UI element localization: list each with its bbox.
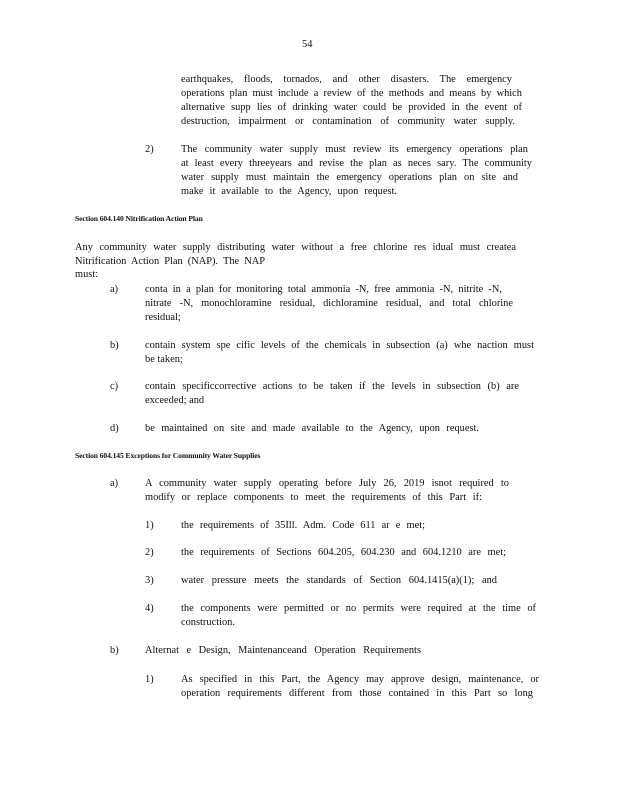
list-item-line: water supply must maintain the emergency operations plan on site and <box>181 172 518 183</box>
sublist-item-line: operation requirements different from those contained in this Part so long <box>181 688 533 699</box>
list-item-line: The community water supply must review its emergency operations plan <box>181 144 528 155</box>
sublist-item-line: the requirements of Sections 604.205, 604.230 and 604.1210 are met; <box>181 547 506 558</box>
list-item-line: be taken; <box>145 354 183 365</box>
list-item-line: exceeded; and <box>145 395 205 406</box>
sublist-item-line: water pressure meets the standards of Section 604.1415(a)(1); and <box>181 575 497 586</box>
list-label: c) <box>110 381 119 392</box>
sublist-label: 3) <box>145 575 154 586</box>
list-item-title: Alternat e Design, Maintenanceand Operation Requirements <box>145 645 421 656</box>
list-label: b) <box>110 645 119 656</box>
list-label: b) <box>110 340 119 351</box>
body-line: Any community water supply distributing water without a free chlorine res idual must createa <box>75 242 516 253</box>
body-line: Nitrification Action Plan (NAP). The NAP must: <box>75 256 265 280</box>
list-item-line: nitrate -N, monochloramine residual, dichloramine residual, and total chlorine <box>145 298 513 309</box>
sublist-item-line: construction. <box>181 617 235 628</box>
page-number: 54 <box>302 39 313 50</box>
list-label: 2) <box>145 144 154 155</box>
section-heading: Section 604.145 Exceptions for Community Water Supplies <box>75 451 261 460</box>
list-item-line: contain specificcorrective actions to be taken if the levels in subsection (b) are <box>145 381 519 392</box>
list-item-line: conta in a plan for monitoring total ammonia -N, free ammonia -N, nitrite -N, <box>145 284 502 295</box>
list-item-line: at least every threeyears and revise the plan as neces sary. The community <box>181 158 532 169</box>
para-line: destruction, impairment or contamination of community water supply. <box>181 116 515 127</box>
sublist-item-line: the requirements of 35Ill. Adm. Code 611 ar e met; <box>181 520 425 531</box>
list-label: d) <box>110 423 119 434</box>
list-item-line: be maintained on site and made available to the Agency, upon request. <box>145 423 479 434</box>
list-item-line: modify or replace components to meet the requirements of this Part if: <box>145 492 482 503</box>
para-line: earthquakes, floods, tornados, and other disasters. The emergency <box>181 74 512 85</box>
sublist-label: 1) <box>145 674 154 685</box>
list-item-line: contain system spe cific levels of the chemicals in subsection (a) whe naction must <box>145 340 534 351</box>
list-item-line: A community water supply operating before July 26, 2019 isnot required to <box>145 478 509 489</box>
list-label: a) <box>110 478 119 489</box>
sublist-label: 2) <box>145 547 154 558</box>
sublist-item-line: the components were permitted or no permits were required at the time of <box>181 603 536 614</box>
para-line: alternative supp lies of drinking water could be provided in the event of <box>181 102 522 113</box>
sublist-item-line: As specified in this Part, the Agency may approve design, maintenance, or <box>181 674 539 685</box>
list-item-line: residual; <box>145 312 181 323</box>
section-heading: Section 604.140 Nitrification Action Plan <box>75 214 203 223</box>
list-item-line: make it available to the Agency, upon request. <box>181 186 397 197</box>
sublist-label: 4) <box>145 603 154 614</box>
para-line: operations plan must include a review of the methods and means by which <box>181 88 522 99</box>
sublist-label: 1) <box>145 520 154 531</box>
list-label: a) <box>110 284 119 295</box>
